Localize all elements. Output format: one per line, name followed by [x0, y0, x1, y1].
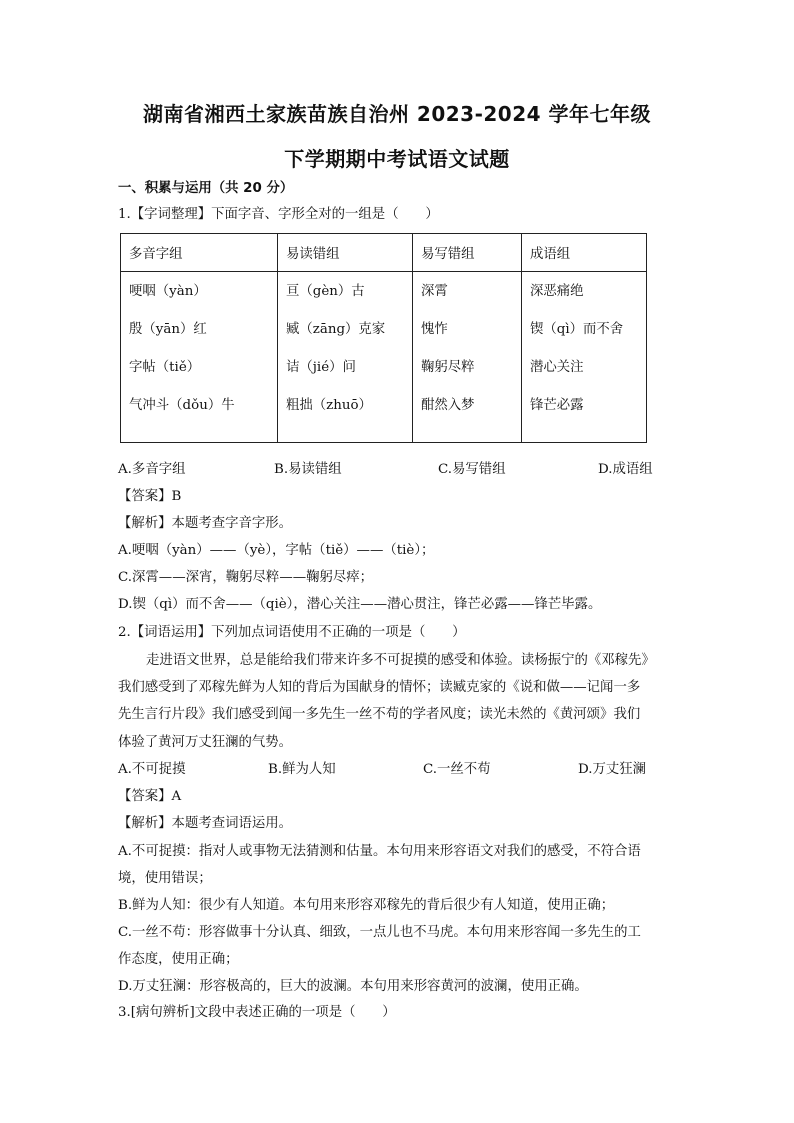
q2-stem: 2.【词语运用】下列加点词语使用不正确的一项是（ ）: [118, 625, 466, 640]
table-cell-text: 亘（gèn）古: [286, 284, 365, 299]
q2-option-a: A.不可捉摸: [118, 762, 186, 777]
q1-analysis-line: D.锲（qì）而不舍——（qiè），潜心关注——潜心贯注，锋芒必露——锋芒毕露。: [118, 597, 602, 612]
q1-stem: 1.【字词整理】下面字音、字形全对的一组是（ ）: [118, 207, 439, 222]
table-cell-text: 字帖（tiě）: [129, 360, 201, 375]
q2-option-b: B.鲜为人知: [268, 762, 336, 777]
q1-option-b: B.易读错组: [274, 462, 342, 477]
table-cell: [413, 272, 522, 443]
table-header-cell: 易写错组: [413, 234, 522, 272]
q1-option-c: C.易写错组: [438, 462, 506, 477]
q2-option-c: C.一丝不苟: [423, 762, 491, 777]
q1-analysis-title: 【解析】本题考查字音字形。: [118, 516, 293, 531]
q2-analysis-line: D.万丈狂澜：形容极高的，巨大的波澜。本句用来形容黄河的波澜，使用正确。: [118, 979, 588, 994]
table-header-cell: 易读错组: [278, 234, 413, 272]
table-cell-text: 气冲斗（dǒu）牛: [129, 398, 235, 413]
table-cell-text: 愧怍: [421, 322, 448, 337]
q2-analysis-line: 作态度，使用正确；: [118, 952, 239, 967]
table-cell-text: 鞠躬尽粹: [421, 360, 475, 375]
q1-answer: 【答案】B: [118, 489, 182, 504]
table-cell-text: 锲（qì）而不舍: [530, 322, 624, 337]
table-cell-text: 潜心关注: [530, 360, 584, 375]
q2-passage-line: 先生言行片段》我们感受到闻一多先生一丝不苟的学者风度；读光未然的《黄河颂》我们: [118, 707, 641, 722]
table-cell-text: 诘（jié）问: [286, 360, 356, 375]
table-cell-text: 哽咽（yàn）: [129, 284, 207, 299]
table-cell: [522, 272, 647, 443]
table-cell-text: 深恶痛绝: [530, 284, 584, 299]
q2-answer: 【答案】A: [118, 789, 182, 804]
table-header-cell: 多音字组: [121, 234, 278, 272]
exam-title-line2: 下学期期中考试语文试题: [284, 147, 510, 171]
q2-analysis-line: B.鲜为人知：很少有人知道。本句用来形容邓稼先的背后很少有人知道，使用正确；: [118, 898, 615, 913]
q2-option-d: D.万丈狂澜: [578, 762, 647, 777]
q2-passage-line: 体验了黄河万丈狂澜的气势。: [118, 735, 293, 750]
table-cell-text: 锋芒必露: [530, 398, 584, 413]
q2-analysis-line: 境，使用错误；: [118, 871, 212, 886]
q3-stem: 3.[病句辨析]文段中表述正确的一项是（ ）: [118, 1005, 396, 1020]
q1-option-d: D.成语组: [598, 462, 653, 477]
exam-title-line1: 湖南省湘西土家族苗族自治州 2023-2024 学年七年级: [142, 102, 652, 126]
section-heading: 一、积累与运用（共 20 分）: [118, 181, 294, 196]
table-header-cell: 成语组: [522, 234, 647, 272]
q2-passage-line: 我们感受到了邓稼先鲜为人知的背后为国献身的情怀；读臧克家的《说和做——记闻一多: [118, 680, 641, 695]
table-cell-text: 深霄: [421, 284, 448, 299]
q2-analysis-line: A.不可捉摸：指对人或事物无法猜测和估量。本句用来形容语文对我们的感受，不符合语: [118, 844, 641, 859]
table-cell: [121, 272, 278, 443]
table-cell-text: 粗拙（zhuō）: [286, 398, 372, 413]
table-cell: [278, 272, 413, 443]
q1-analysis-line: C.深霄——深宵，鞠躬尽粹——鞠躬尽瘁；: [118, 570, 374, 585]
table-cell-text: 臧（zāng）克家: [286, 322, 386, 337]
q1-analysis-line: A.哽咽（yàn）——（yè），字帖（tiě）——（tiè）；: [118, 543, 435, 558]
q2-passage-line: 走进语文世界，总是能给我们带来许多不可捉摸的感受和体验。读杨振宁的《邓稼先》: [146, 653, 655, 668]
q1-option-a: A.多音字组: [118, 462, 186, 477]
q2-analysis-title: 【解析】本题考查词语运用。: [118, 816, 293, 831]
table-cell-text: 殷（yān）红: [129, 322, 207, 337]
q2-analysis-line: C.一丝不苟：形容做事十分认真、细致，一点儿也不马虎。本句用来形容闻一多先生的工: [118, 925, 641, 940]
q1-table: [120, 233, 647, 443]
table-cell-text: 酣然入梦: [421, 398, 475, 413]
